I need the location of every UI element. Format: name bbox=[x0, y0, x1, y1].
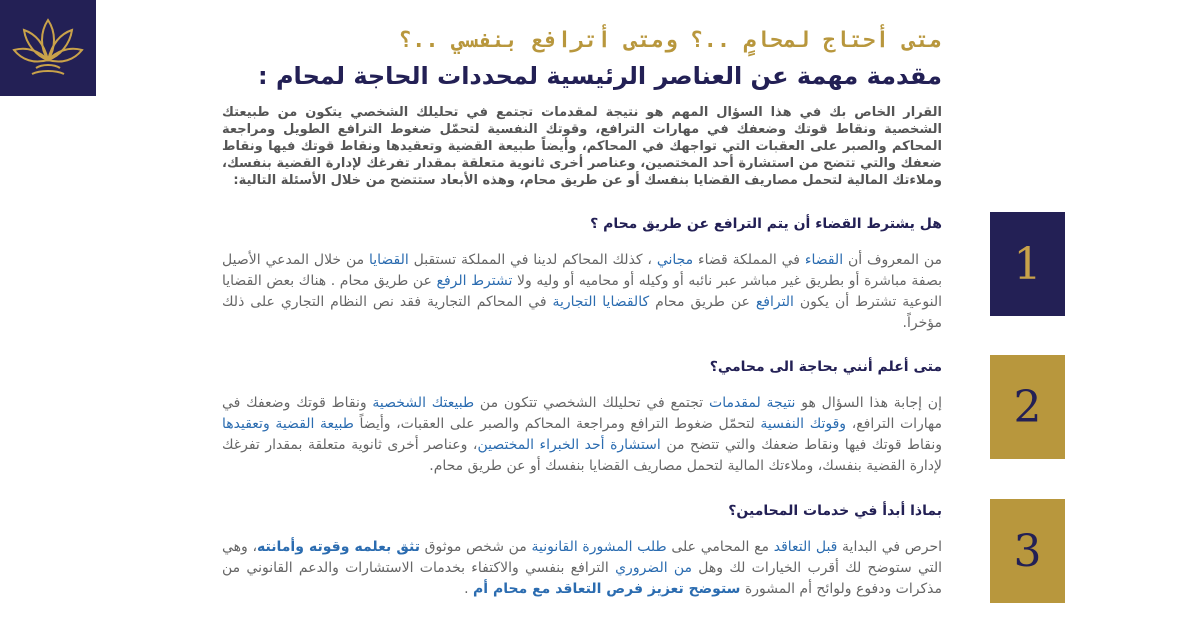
text-run: في المحاكم التجارية فقد نص النظام التجاري على ذلك مؤخراً. bbox=[222, 294, 942, 331]
highlighted-term: ستوضح تعزيز فرص التعاقد مع محام أم bbox=[473, 581, 741, 597]
page-title: مقدمة مهمة عن العناصر الرئيسية لمحددات الحاجة لمحام : bbox=[258, 62, 942, 90]
highlighted-term: القضاء bbox=[804, 252, 844, 268]
section-question: هل يشترط القضاء أن يتم الترافع عن طريق محام ؟ bbox=[590, 216, 942, 232]
text-run: ونقاط قوتك فيها ونقاط ضعفك والتي تتضح من bbox=[660, 437, 942, 453]
highlighted-term: الترافع bbox=[755, 294, 794, 310]
text-run: عن طريق محام bbox=[649, 294, 756, 310]
text-run: من المعروف أن bbox=[843, 252, 942, 268]
highlighted-term: تثق بعلمه وقوته وأمانته bbox=[257, 539, 420, 555]
text-run: ، وهي التي ستوضح لك أقرب الخيارات لك وهل bbox=[222, 539, 942, 576]
text-run: من شخص موثوق bbox=[419, 539, 532, 555]
text-run: . bbox=[464, 581, 474, 597]
text-run: ونقاط قوتك وضعفك في مهارات الترافع، bbox=[222, 395, 943, 432]
number-badge-3: 3 bbox=[990, 499, 1065, 603]
text-run: لتحمّل ضغوط الترافع ومراجعة المحاكم والصبر على العقبات، وأيضاً bbox=[353, 416, 761, 432]
section-question: بماذا أبدأ في خدمات المحامين؟ bbox=[728, 503, 942, 519]
section-3 bbox=[222, 503, 942, 600]
section-2 bbox=[222, 359, 942, 477]
highlighted-term: من الضروري bbox=[615, 560, 693, 576]
intro-paragraph: القرار الخاص بك في هذا السؤال المهم هو نتيجة لمقدمات تجتمع في تحليلك الشخصي يتكون من طبيعتك الشخصية ونقاط قوتك وضعفك في مهارات الترافع، وقوتك النفسية لتحمّل ضغوط الترافع الطويل ومراجعة المحاكم والصبر على العقبات التي تواجهك في المحاكم، وأيضاً طبيعة القضية وتعقيدها ونقاط قوتك فيها ونقاط ضعفك والتي تتضح من استشارة أحد المختصين، وعناصر أخرى ثانوية متعلقة بمقدار تفرغك لإدارة القضية بنفسك، وملاءتك المالية لتحمل مصاريف القضايا بنفسك أو عن طريق محام، وهذه الأبعاد ستتضح من خلال الأسئلة التالية: bbox=[222, 105, 942, 188]
text-run: من خلال المدعي الأصيل بصفة مباشرة أو بطريق غير مباشر عبر نائبه أو وكيله أو محاميه أو وليه ولا bbox=[222, 252, 943, 289]
section-text bbox=[222, 393, 942, 477]
text-run: احرص في البداية bbox=[837, 539, 942, 555]
text-run: إن إجابة هذا السؤال هو bbox=[795, 395, 942, 411]
highlighted-term: مجاني bbox=[656, 252, 694, 268]
number-badge-1: 1 bbox=[990, 212, 1065, 316]
section-text bbox=[222, 250, 942, 334]
highlighted-term: وقوتك النفسية bbox=[760, 416, 847, 432]
highlighted-term: القضايا bbox=[368, 252, 409, 268]
section-1 bbox=[222, 216, 942, 334]
text-run: تجتمع في تحليلك الشخصي تتكون من bbox=[474, 395, 710, 411]
highlighted-term: طبيعتك الشخصية bbox=[372, 395, 475, 411]
highlighted-term: طلب المشورة القانونية bbox=[531, 539, 667, 555]
text-run: الترافع بنفسي والاكتفاء بخدمات الاستشارات والدعم القانوني من مذكرات ودفوع ولوائح أم المشورة bbox=[222, 560, 942, 597]
text-run: ، وعناصر أخرى ثانوية متعلقة بمقدار تفرغك لإدارة القضية بنفسك، وملاءتك المالية لتحمل مصاريف القضايا بنفسك أو عن طريق محام. bbox=[222, 437, 942, 474]
text-run: ، كذلك المحاكم لدينا في المملكة تستقبل bbox=[408, 252, 657, 268]
text-run: عن طريق محام . هناك بعض القضايا النوعية تشترط أن يكون bbox=[222, 273, 942, 310]
highlighted-term: قبل التعاقد bbox=[773, 539, 838, 555]
number-badge-2: 2 bbox=[990, 355, 1065, 459]
text-run: في المملكة قضاء bbox=[693, 252, 805, 268]
section-question: متى أعلم أنني بحاجة الى محامي؟ bbox=[709, 359, 942, 375]
page-title-gold: متى أحتاج لمحامٍ ..؟ ومتى أترافع بنفسي ..؟ bbox=[398, 28, 942, 53]
text-run: مع المحامي على bbox=[666, 539, 774, 555]
section-text bbox=[222, 537, 942, 600]
highlighted-term: كالقضايا التجارية bbox=[552, 294, 650, 310]
highlighted-term: نتيجة لمقدمات bbox=[709, 395, 796, 411]
highlighted-term: استشارة أحد الخبراء المختصين bbox=[477, 437, 661, 453]
highlighted-term: تشترط الرفع bbox=[436, 273, 513, 289]
highlighted-term: طبيعة القضية وتعقيدها bbox=[222, 416, 354, 432]
